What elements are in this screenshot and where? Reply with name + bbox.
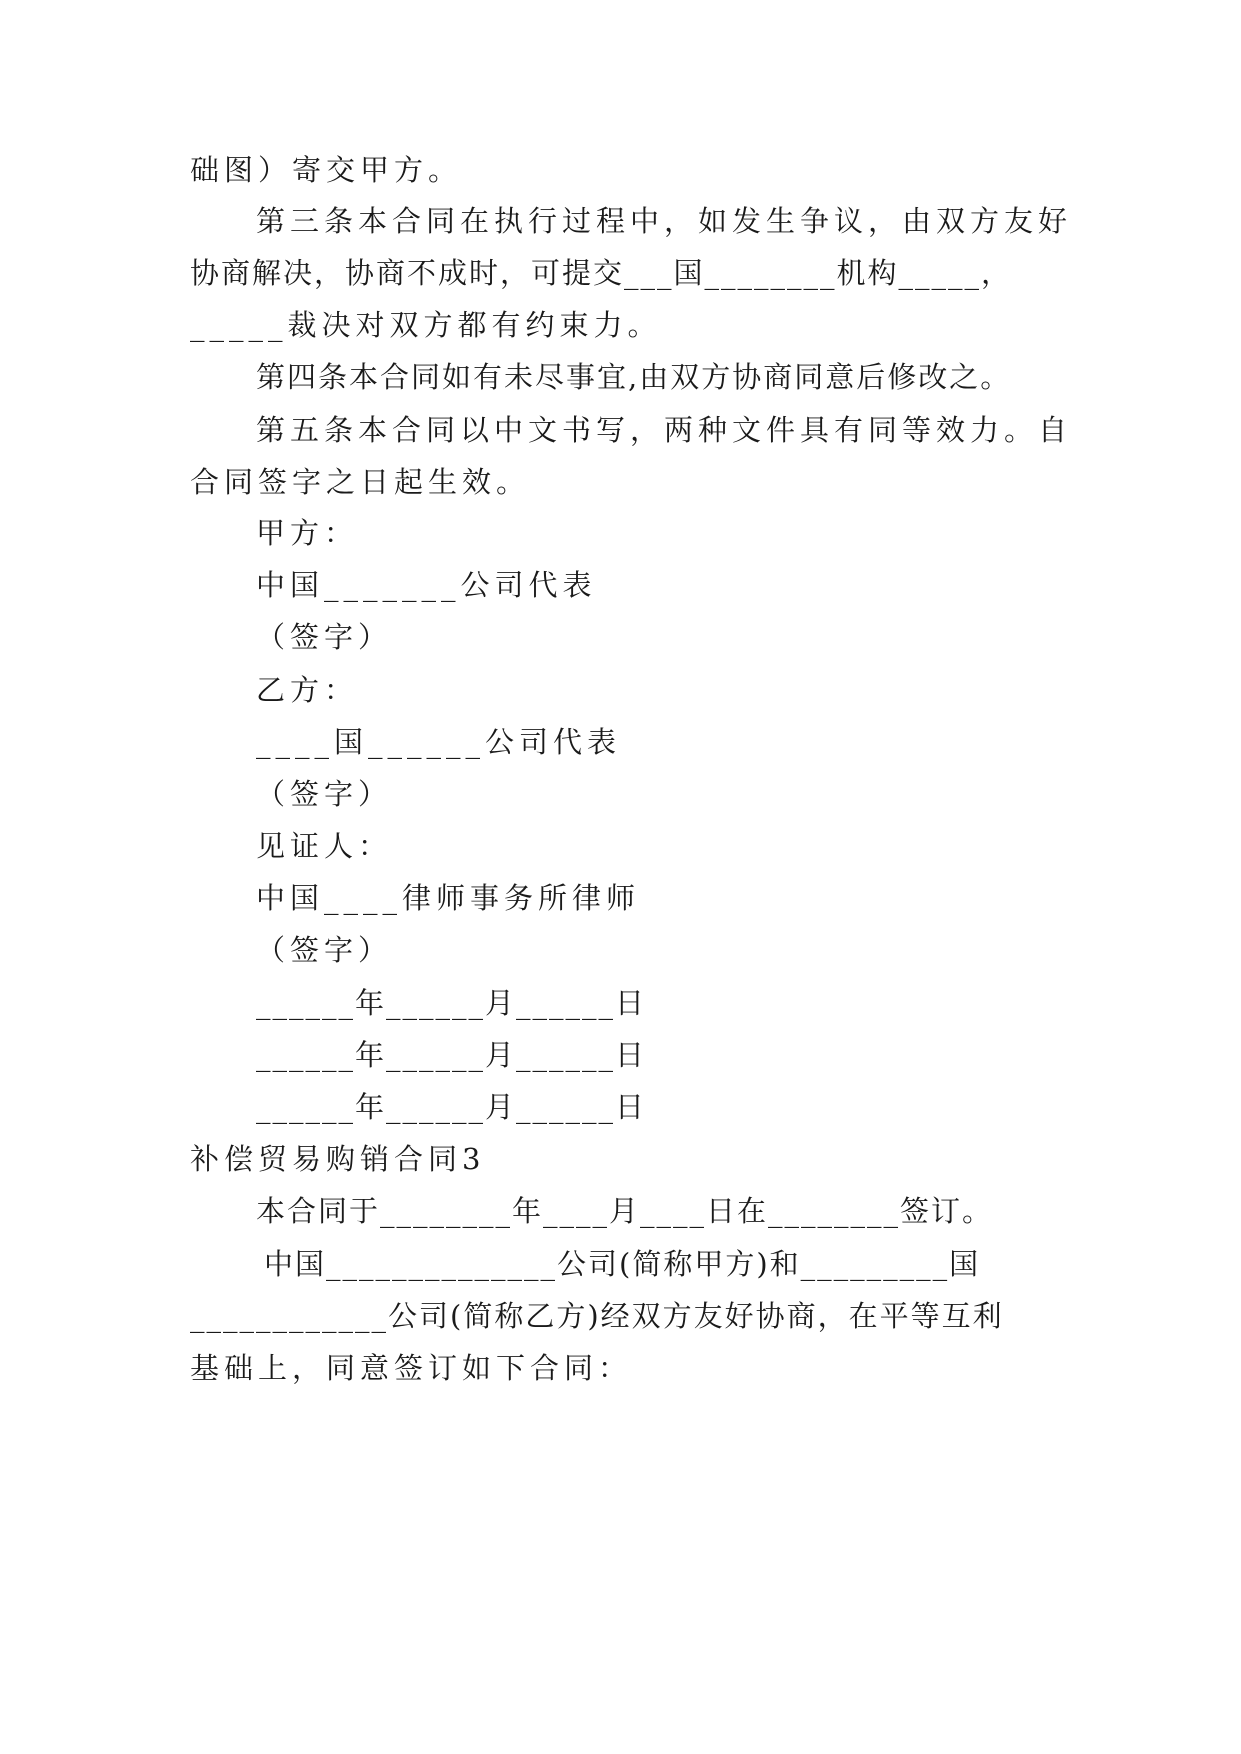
signature-note: （签字） (256, 620, 393, 654)
section-title: 补偿贸易购销合同3 (190, 1142, 486, 1176)
paragraph-line: 第五条本合同以中文书写，两种文件具有同等效力。自 (256, 413, 1073, 447)
paragraph-line: 中国______________公司(简称甲方)和_________国 (264, 1247, 981, 1281)
paragraph-line: 协商解决，协商不成时，可提交___国________机构_____， (190, 256, 1013, 290)
party-b-label: 乙方： (256, 673, 359, 707)
paragraph-line: 本合同于________年____月____日在________签订。 (256, 1194, 994, 1228)
party-b-company: ____国______公司代表 (256, 725, 622, 759)
date-line: ______年______月______日 (256, 1038, 647, 1072)
party-a-company: 中国_______公司代表 (256, 568, 597, 602)
signature-note: （签字） (256, 777, 393, 811)
date-line: ______年______月______日 (256, 986, 647, 1020)
paragraph-line: 第三条本合同在执行过程中，如发生争议，由双方友好 (256, 204, 1073, 238)
paragraph-line: 础图）寄交甲方。 (190, 153, 463, 187)
witness-label: 见证人： (256, 829, 393, 863)
signature-note: （签字） (256, 933, 393, 967)
paragraph-line: 第四条本合同如有未尽事宜,由双方协商同意后修改之。 (256, 360, 1012, 394)
paragraph-line: _____裁决对双方都有约束力。 (190, 308, 662, 342)
paragraph-line: 合同签字之日起生效。 (190, 465, 531, 499)
paragraph-line: ____________公司(简称乙方)经双方友好协商，在平等互利 (190, 1299, 1004, 1333)
date-line: ______年______月______日 (256, 1090, 647, 1124)
party-a-label: 甲方： (256, 516, 359, 550)
paragraph-line: 基础上，同意签订如下合同： (190, 1351, 633, 1385)
witness-firm: 中国____律师事务所律师 (256, 881, 641, 915)
